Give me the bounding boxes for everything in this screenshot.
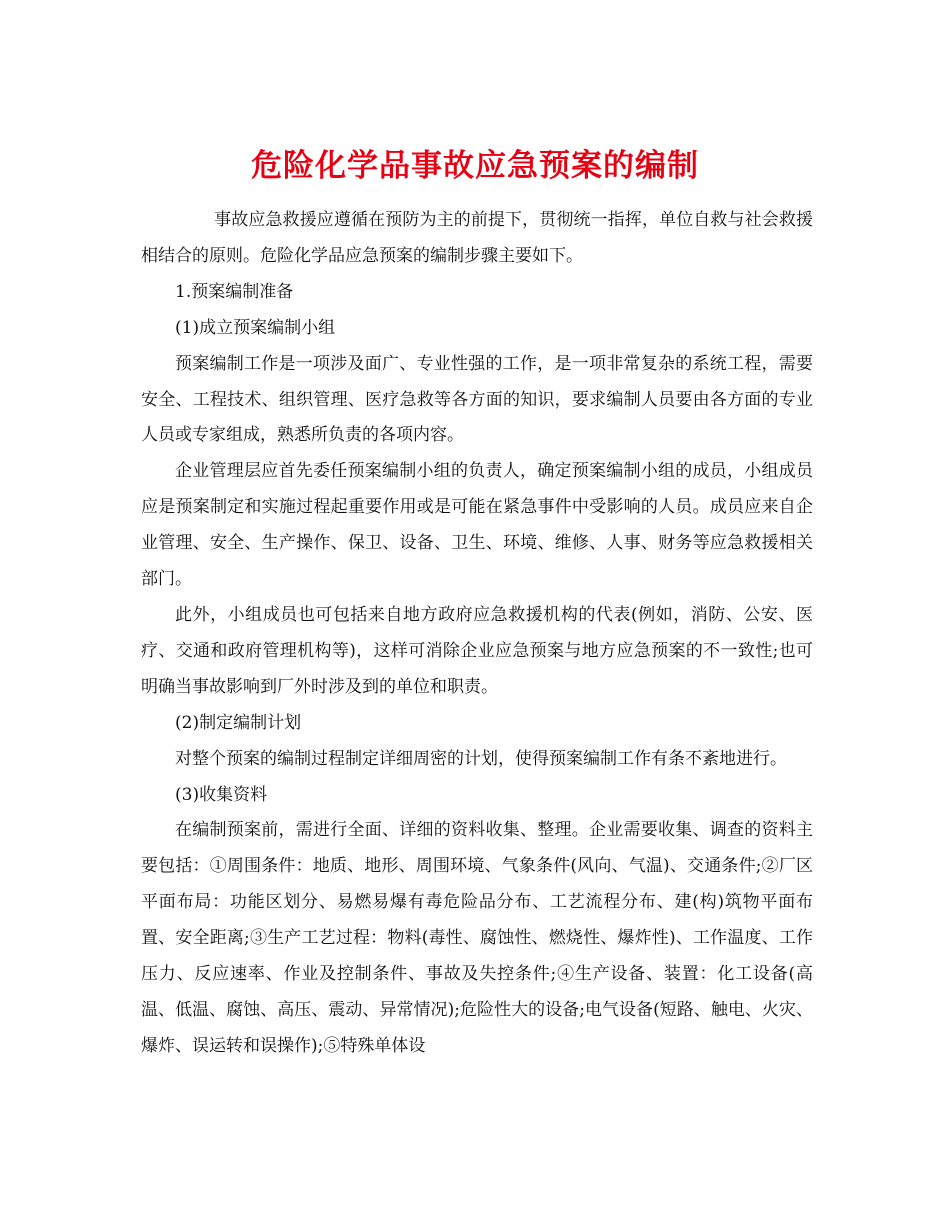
paragraph-team-expertise: 预案编制工作是一项涉及面广、专业性强的工作，是一项非常复杂的系统工程，需要安全、工程技术、组织管理、医疗急救等各方面的知识，要求编制人员要由各方面的专业人员或专家组成，熟悉所负责的各项内容。 — [141, 353, 813, 446]
paragraph-team-members: 企业管理层应首先委任预案编制小组的负责人，确定预案编制小组的成员，小组成员应是预案制定和实施过程起重要作用或是可能在紧急事件中受影响的人员。成员应来自企业管理、安全、生产操作、保卫、设备、卫生、环境、维修、人事、财务等应急救援相关部门。 — [141, 461, 813, 590]
paragraph-government-reps: 此外，小组成员也可包括来自地方政府应急救援机构的代表(例如，消防、公安、医疗、交通和政府管理机构等)，这样可消除企业应急预案与地方应急预案的不一致性;也可明确当事故影响到厂外时涉及到的单位和职责。 — [141, 604, 813, 697]
section-heading-preparation: 1.预案编制准备 — [175, 281, 294, 302]
paragraph-data-collection: 在编制预案前，需进行全面、详细的资料收集、整理。企业需要收集、调查的资料主要包括：①周围条件：地质、地形、周围环境、气象条件(风向、气温)、交通条件;②厂区平面布局：功能区划分、易燃易爆有毒危险品分布、工艺流程分布、建(构)筑物平面布置、安全距离;③生产工艺过程：物料(毒性、腐蚀性、燃烧性、爆炸性)、工作温度、工作压力、反应速率、作业及控制条件、事故及失控条件;④生产设备、装置：化工设备(高温、低温、腐蚀、高压、震动、异常情况);危险性大的设备;电气设备(短路、触电、火灾、爆炸、误运转和误操作);⑤特殊单体设 — [141, 820, 813, 1056]
paragraph-intro: 事故应急救援应遵循在预防为主的前提下，贯彻统一指挥，单位自救与社会救援相结合的原则。危险化学品应急预案的编制步骤主要如下。 — [141, 210, 813, 266]
paragraph-plan: 对整个预案的编制过程制定详细周密的计划，使得预案编制工作有条不紊地进行。 — [175, 748, 787, 769]
document-body — [141, 203, 813, 1065]
subsection-heading-team: (1)成立预案编制小组 — [175, 317, 336, 338]
subsection-heading-data: (3)收集资料 — [175, 784, 268, 805]
subsection-heading-plan: (2)制定编制计划 — [175, 712, 302, 733]
document-title: 危险化学品事故应急预案的编制 — [251, 147, 699, 184]
